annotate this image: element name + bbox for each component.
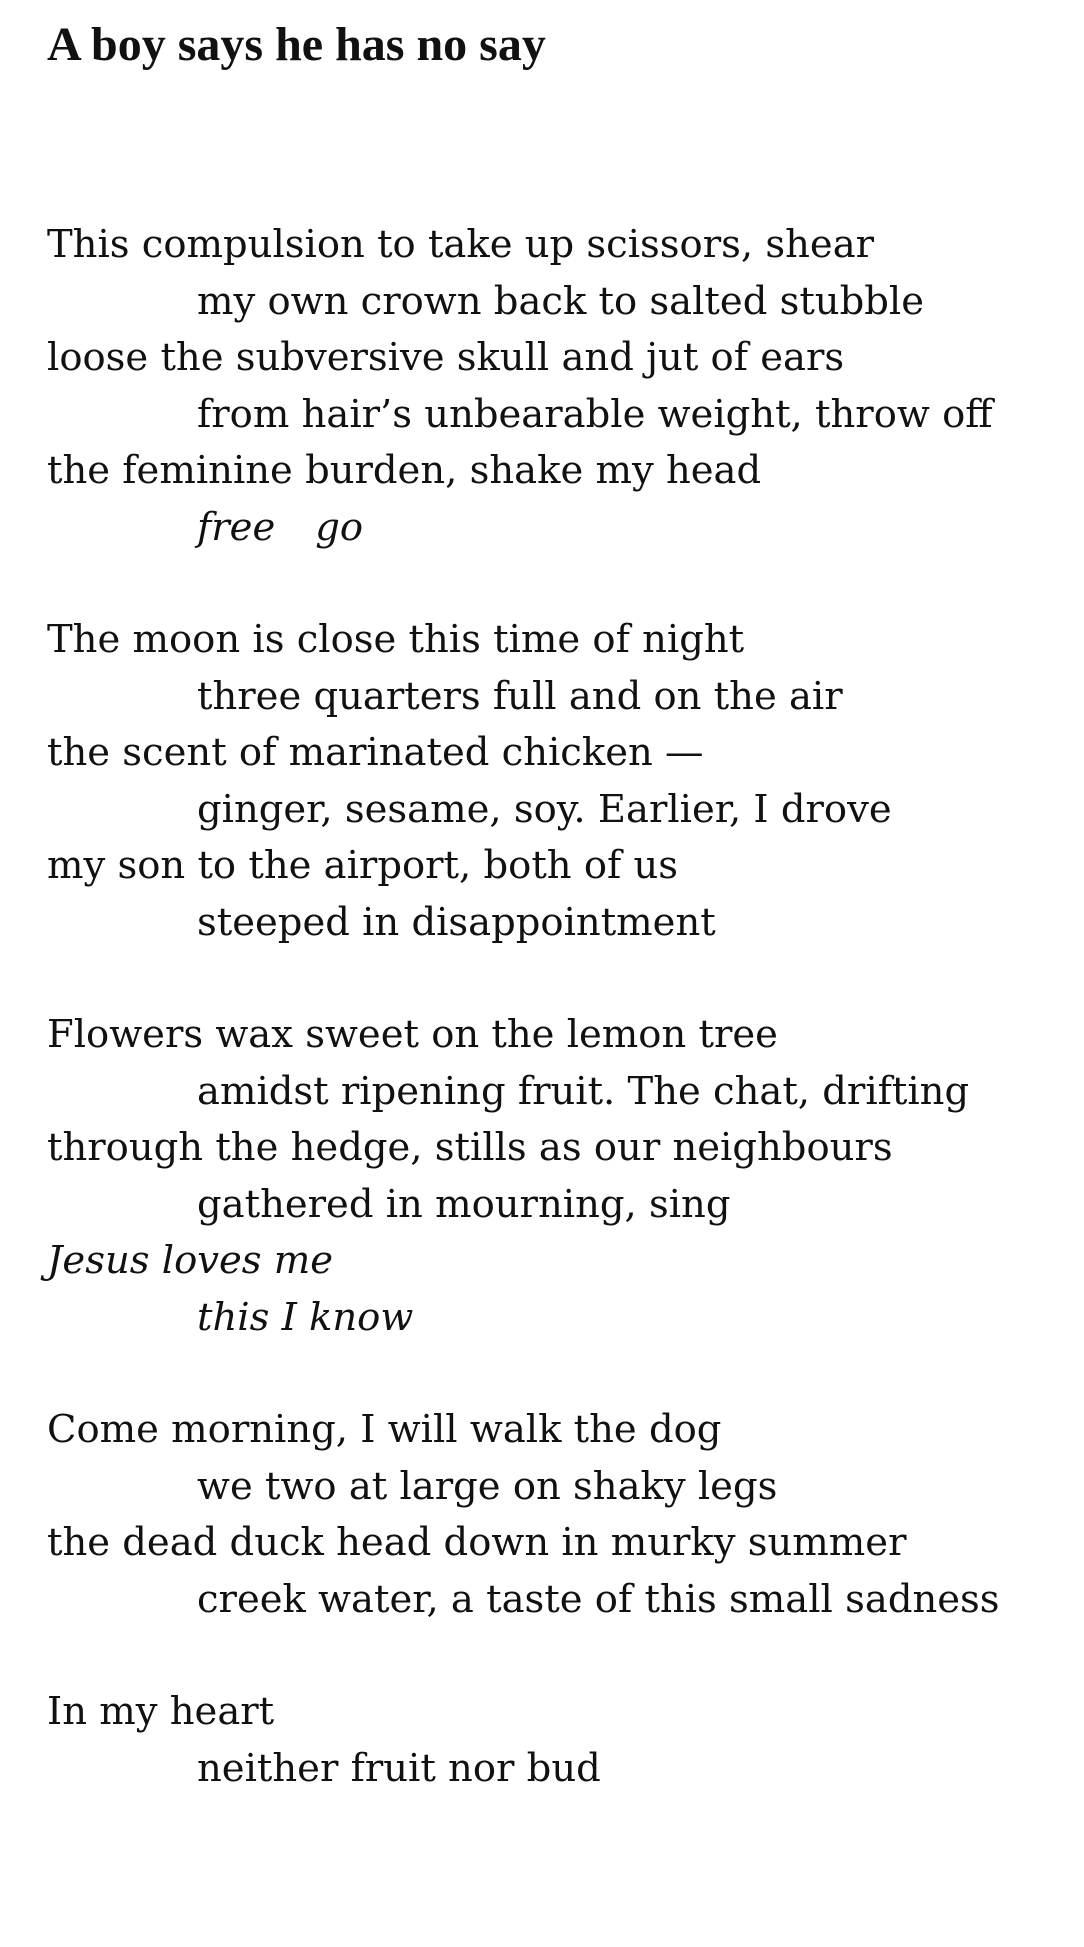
poem-line: we two at large on shaky legs: [197, 1463, 778, 1509]
poem-line: ginger, sesame, soy. Earlier, I drove: [197, 786, 892, 832]
stanza-4: [47, 1402, 1057, 1628]
poem-line: The moon is close this time of night: [47, 617, 745, 662]
poem-line: my own crown back to salted stubble: [197, 278, 924, 324]
poem-line: the scent of marinated chicken —: [47, 730, 704, 775]
poem-line: amidst ripening fruit. The chat, drifting: [197, 1068, 970, 1114]
poem-line: neither fruit nor bud: [197, 1745, 601, 1791]
poem-line: In my heart: [47, 1689, 275, 1734]
stanza-5: [47, 1684, 1057, 1797]
poem-line: steeped in disappointment: [197, 899, 716, 945]
poem-line: the feminine burden, shake my head: [47, 448, 762, 493]
poem-line: Flowers wax sweet on the lemon tree: [47, 1012, 778, 1057]
italic-word-free: free: [197, 504, 276, 550]
poem-line: creek water, a taste of this small sadness: [197, 1576, 1000, 1622]
poem-line-italic: this I know: [197, 1294, 414, 1340]
poem-line-italic: Jesus loves me: [47, 1238, 334, 1283]
poem-line-italic: [47, 500, 1057, 557]
poem-line: the dead duck head down in murky summer: [47, 1520, 907, 1565]
poem-body: [47, 217, 1057, 1853]
poem-line: loose the subversive skull and jut of ears: [47, 335, 845, 380]
stanza-3: [47, 1007, 1057, 1346]
poem-line: This compulsion to take up scissors, shear: [47, 222, 875, 267]
italic-word-go: go: [315, 504, 364, 550]
poem-line: from hair’s unbearable weight, throw off: [197, 391, 993, 437]
poem-line: three quarters full and on the air: [197, 673, 843, 719]
poem-line: through the hedge, stills as our neighbours: [47, 1125, 893, 1170]
stanza-2: [47, 612, 1057, 951]
poem-line: my son to the airport, both of us: [47, 843, 679, 888]
poem-title: A boy says he has no say: [47, 18, 546, 71]
poem-line: Come morning, I will walk the dog: [47, 1407, 722, 1452]
poem-line: gathered in mourning, sing: [197, 1181, 731, 1227]
stanza-1: [47, 217, 1057, 556]
